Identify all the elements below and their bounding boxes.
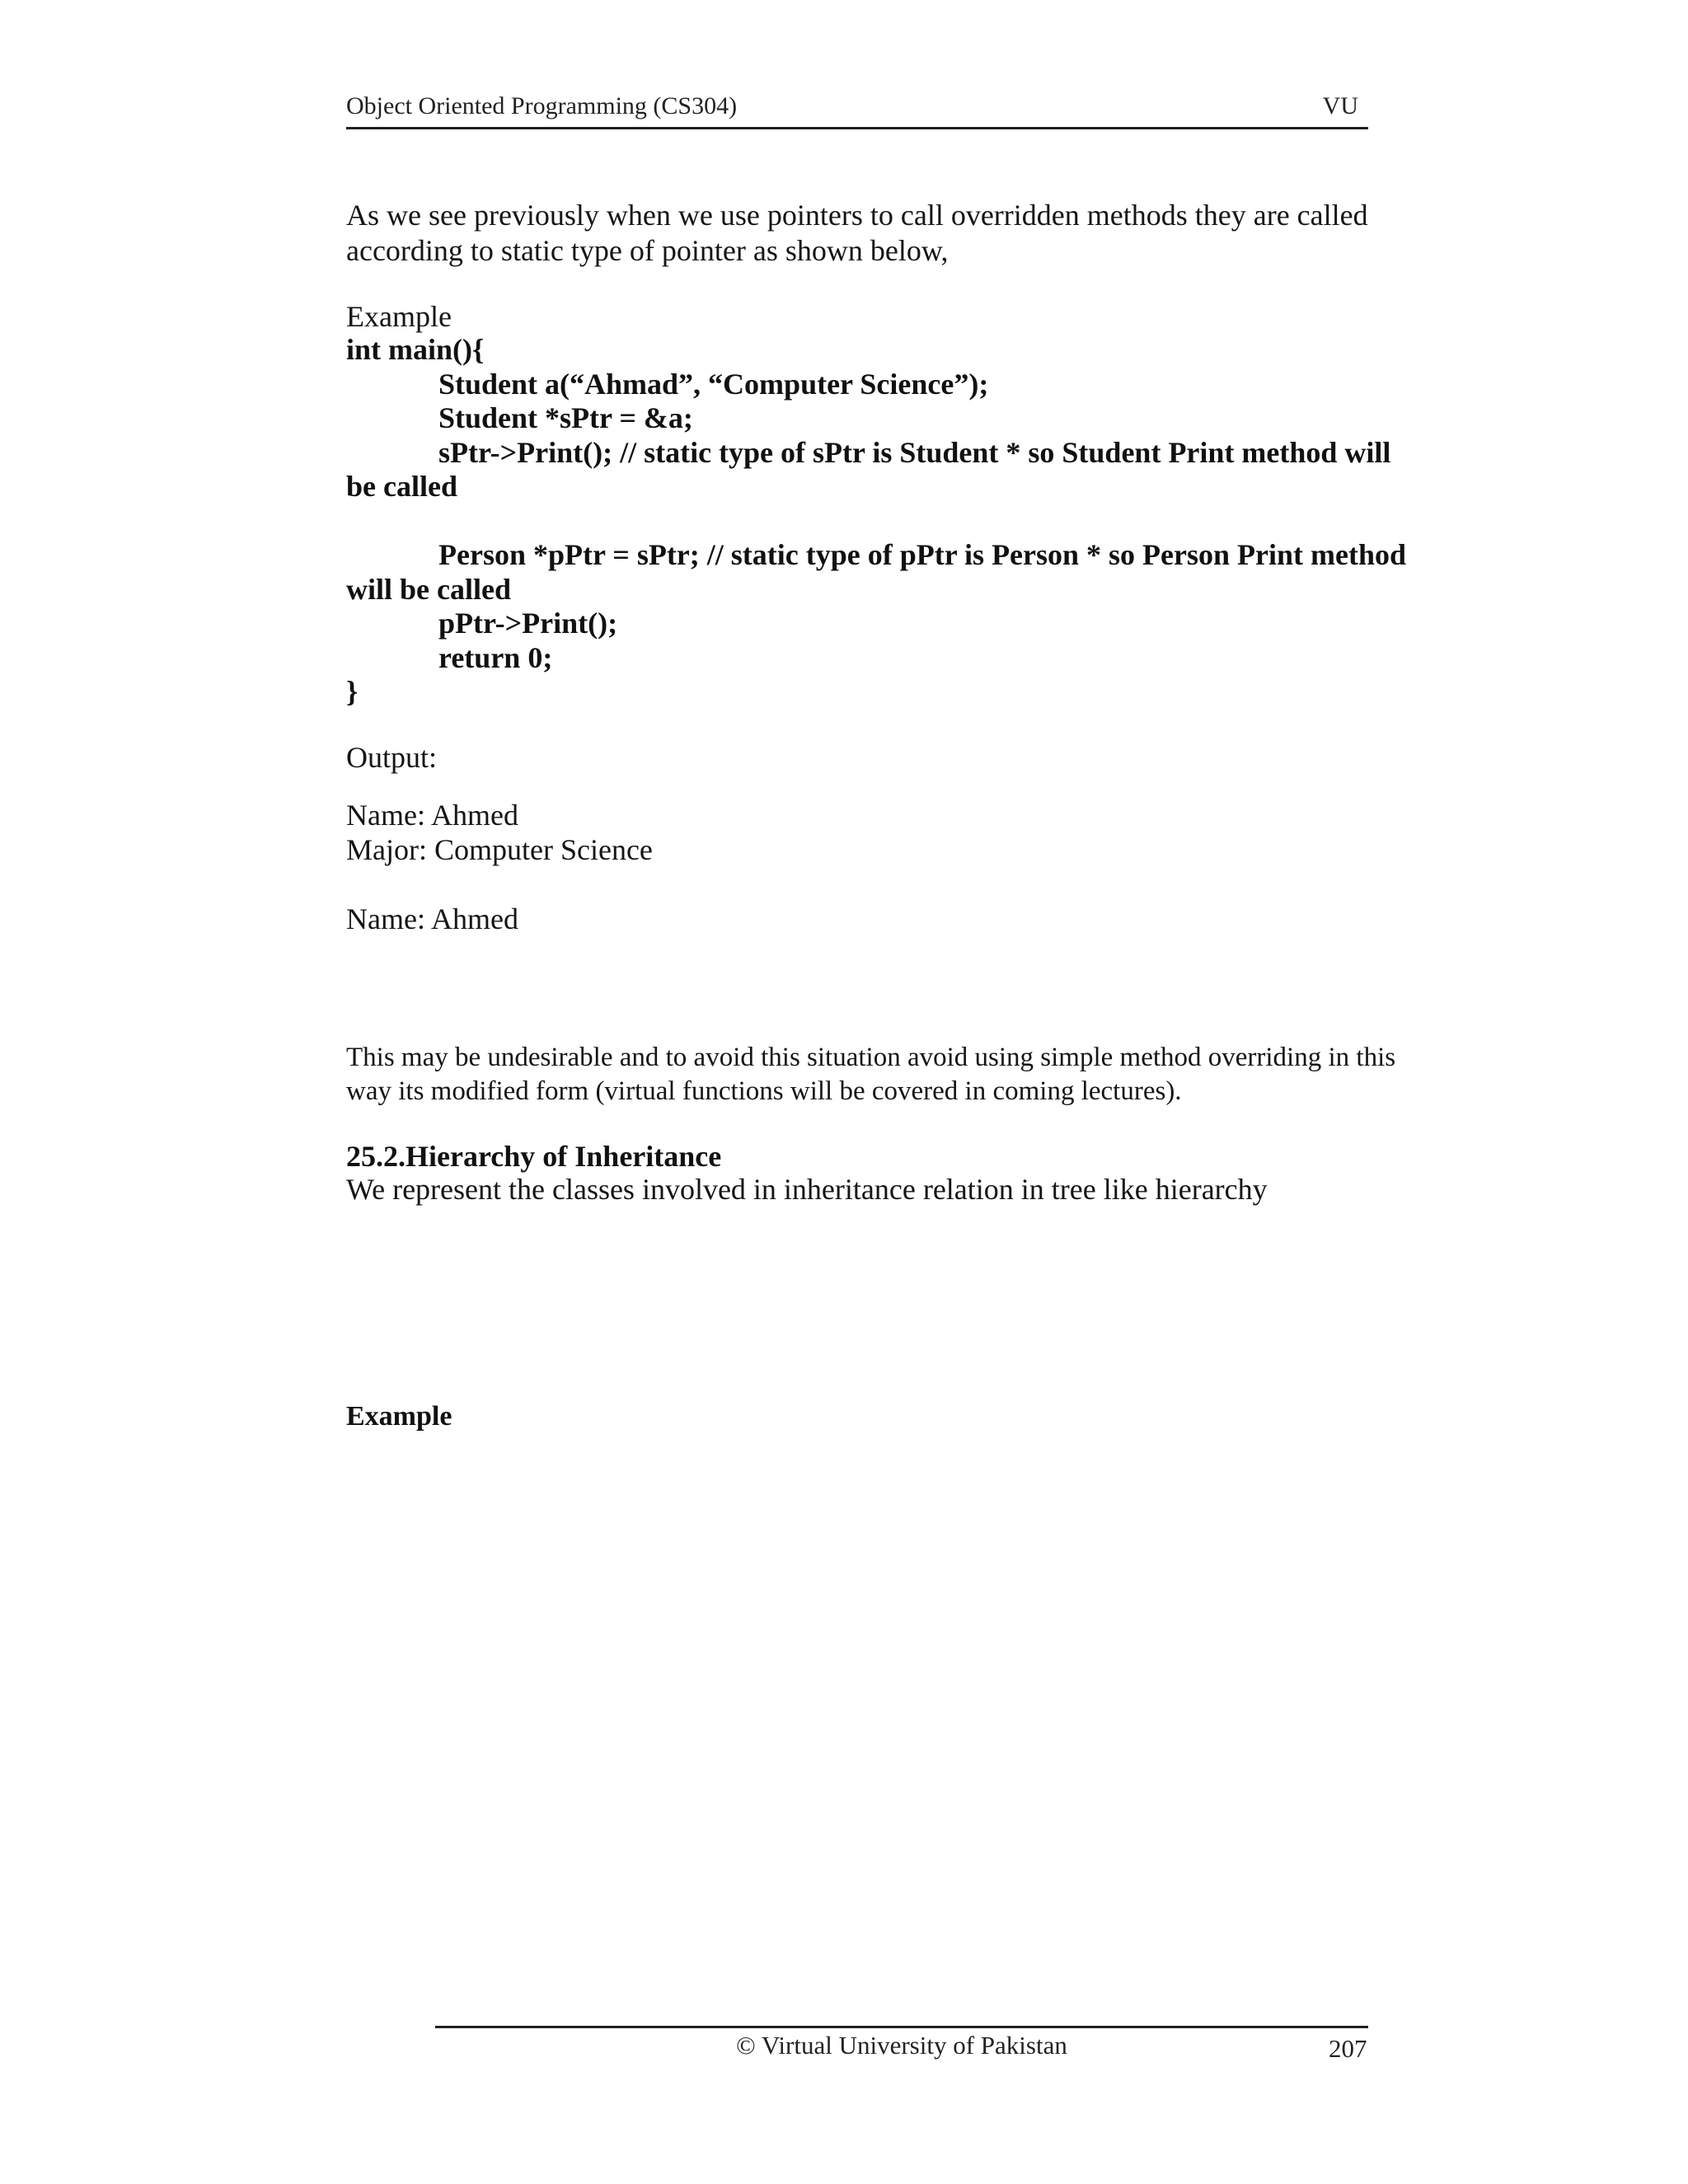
code-line: Student *sPtr = &a;: [438, 401, 693, 434]
code-line: }: [346, 675, 359, 708]
example-heading: Example: [346, 1401, 452, 1432]
course-title: Object Oriented Programming (CS304): [346, 92, 738, 120]
code-line: sPtr->Print(); // static type of sPtr is Student * so Student Print method will: [438, 435, 1391, 469]
code-line: be called: [346, 470, 457, 503]
output-label: Output:: [346, 741, 438, 774]
example-label: Example: [346, 300, 452, 333]
institution-short: VU: [1322, 92, 1358, 120]
code-block: [346, 333, 1418, 710]
code-blank-line: [346, 504, 1418, 539]
footer-divider: [435, 2026, 1368, 2028]
code-line: Person *pPtr = sPtr; // static type of pPtr is Person * so Person Print method: [438, 538, 1407, 571]
output-line: Major: Computer Science: [346, 833, 653, 866]
section-text: We represent the classes involved in inheritance relation in tree like hierarchy: [346, 1173, 1268, 1206]
code-line: return 0;: [438, 640, 553, 674]
footer-copyright: © Virtual University of Pakistan: [736, 2031, 1067, 2060]
output-line: Name: Ahmed: [346, 902, 518, 935]
code-line: Student a(“Ahmad”, “Computer Science”);: [438, 367, 989, 401]
code-line: will be called: [346, 572, 511, 606]
intro-paragraph: As we see previously when we use pointers to call overridden methods they are called according to static type of pointer as shown below,: [346, 199, 1368, 267]
code-line: pPtr->Print();: [438, 607, 618, 640]
page-number: 207: [1329, 2034, 1367, 2063]
note-paragraph: This may be undesirable and to avoid this situation avoid using simple method overriding in this way its modified form (virtual functions will be covered in coming lectures).: [346, 1043, 1396, 1106]
code-line: int main(){: [346, 333, 485, 366]
section-title: 25.2.Hierarchy of Inheritance: [346, 1140, 722, 1173]
output-line: Name: Ahmed: [346, 799, 518, 832]
page-header: [346, 91, 1368, 129]
